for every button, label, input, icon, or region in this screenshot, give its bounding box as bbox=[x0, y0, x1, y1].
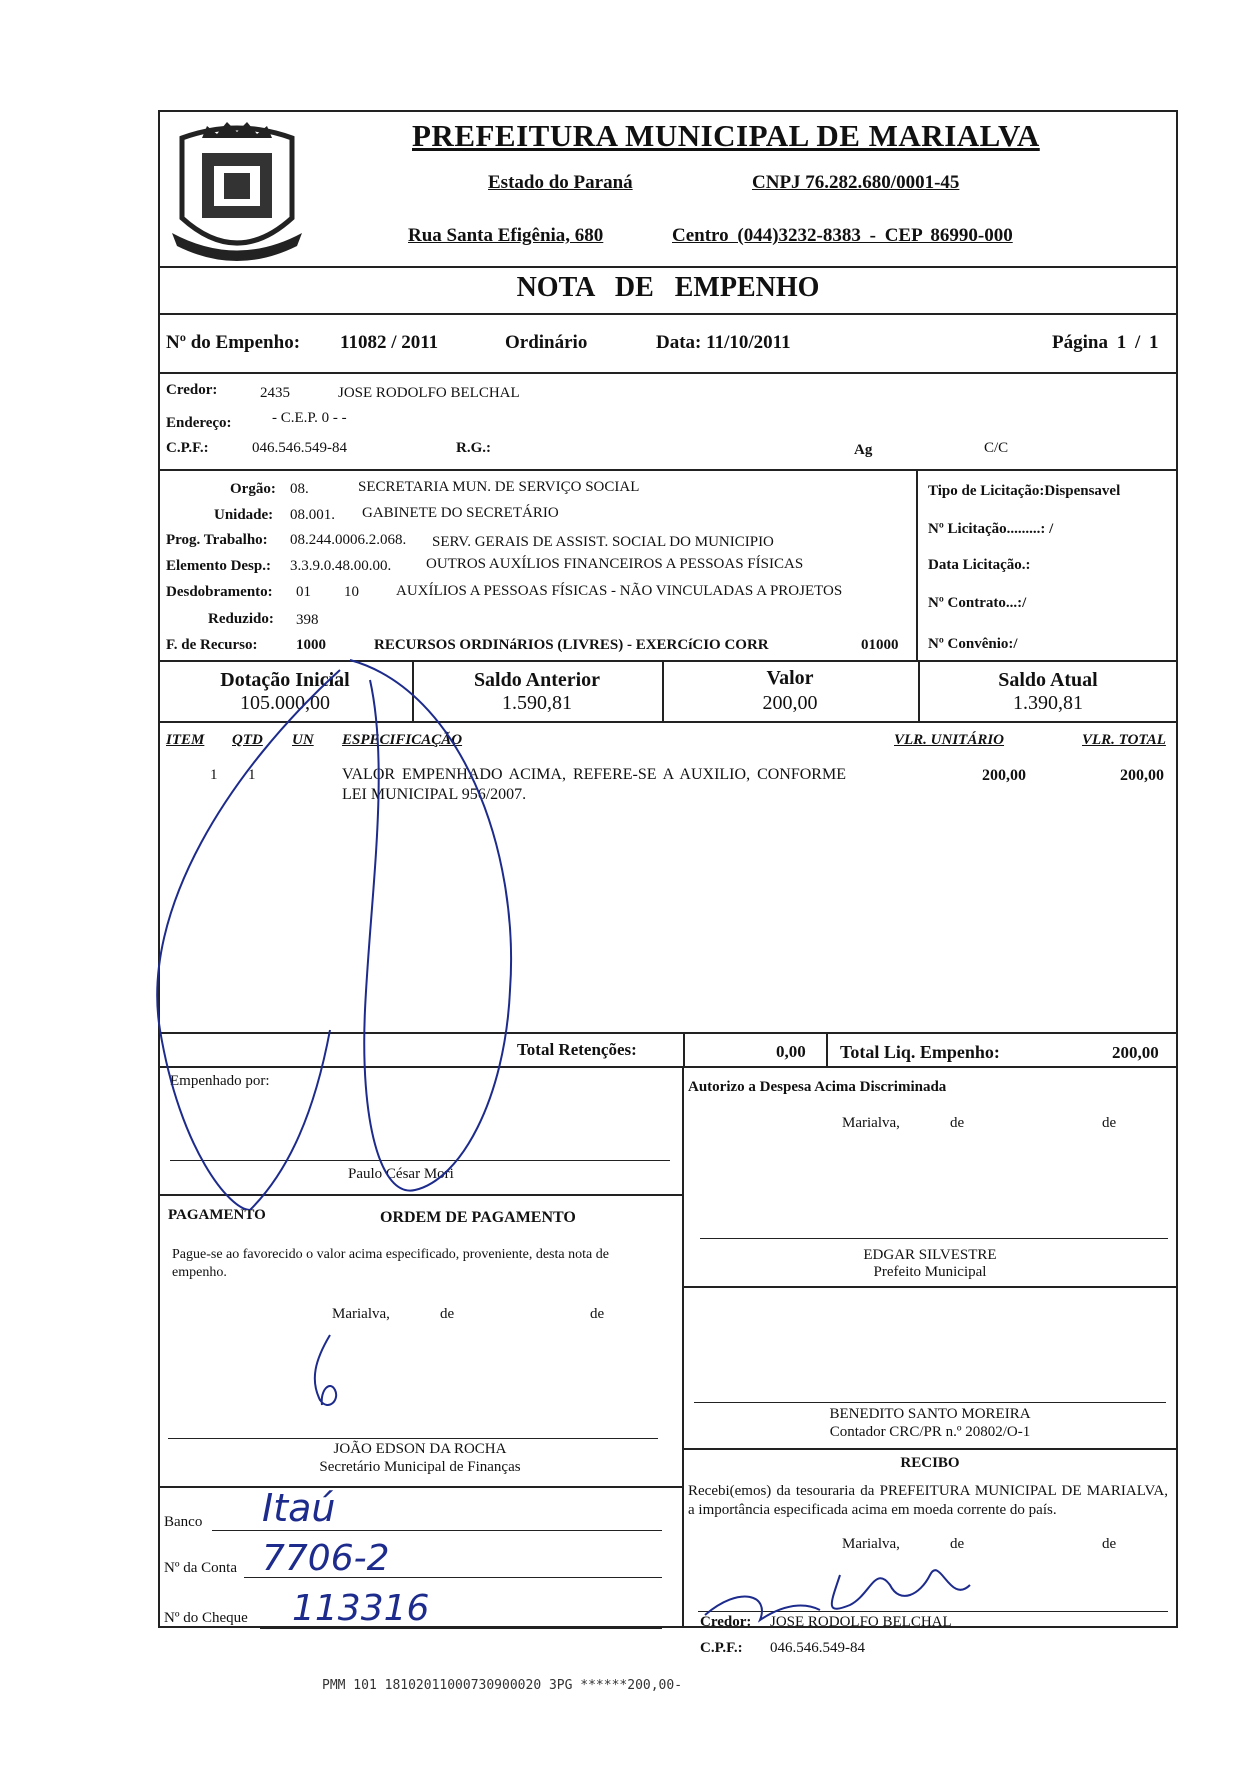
ag-label: Ag bbox=[854, 442, 873, 458]
recibo-text: Recebi(emos) da tesouraria da PREFEITURA MUNICIPAL DE MARIALVA, a importância especificada acima em moeda corrente do país. bbox=[688, 1483, 1168, 1518]
ink-signature-overlay bbox=[140, 650, 560, 1210]
anterior-label: Saldo Anterior bbox=[473, 669, 601, 691]
empenhado-name: Paulo César Mori bbox=[348, 1166, 454, 1182]
recurso-num: 01000 bbox=[861, 637, 899, 653]
valor-label: Valor bbox=[766, 667, 814, 689]
header-title: PREFEITURA MUNICIPAL DE MARIALVA bbox=[412, 118, 1040, 153]
recibo-cpf: 046.546.549-84 bbox=[770, 1640, 865, 1656]
atual-label: Saldo Atual bbox=[998, 669, 1098, 691]
prog-code: 08.244.0006.2.068. bbox=[290, 532, 407, 548]
retencoes-label: Total Retenções: bbox=[517, 1040, 637, 1059]
recurso-code: 1000 bbox=[296, 637, 326, 653]
autorizo-city: Marialva, bbox=[842, 1115, 900, 1131]
desd-desc: AUXÍLIOS A PESSOAS FÍSICAS - NÃO VINCULADAS A PROJETOS bbox=[396, 583, 843, 599]
retencoes-value: 0,00 bbox=[776, 1042, 806, 1061]
banco-label: Banco bbox=[164, 1514, 203, 1530]
licitacao-numero: Nº Licitação.........: / bbox=[928, 521, 1054, 537]
unidade-desc: GABINETE DO SECRETÁRIO bbox=[362, 505, 559, 521]
licitacao-convenio: Nº Convênio:/ bbox=[928, 636, 1018, 652]
pagamento-label: PAGAMENTO bbox=[168, 1207, 266, 1223]
col-qtd: QTD bbox=[232, 732, 263, 748]
credor-label: Credor: bbox=[166, 382, 218, 398]
elem-code: 3.3.9.0.48.00.00. bbox=[290, 558, 392, 574]
conta-label: Nº da Conta bbox=[164, 1560, 237, 1576]
elem-label: Elemento Desp.: bbox=[166, 558, 271, 574]
anterior-value: 1.590,81 bbox=[502, 692, 572, 714]
credor-code: 2435 bbox=[260, 385, 290, 401]
pagamento-de2: de bbox=[590, 1306, 605, 1322]
pagamento-city: Marialva, bbox=[332, 1306, 390, 1322]
recibo-credor-label: Credor: bbox=[700, 1614, 752, 1630]
empenho-page: Página 1 / 1 bbox=[1052, 332, 1159, 353]
row-espec-line2: LEI MUNICIPAL 956/2007. bbox=[342, 786, 527, 803]
recibo-city: Marialva, bbox=[842, 1536, 900, 1552]
recibo-label: RECIBO bbox=[900, 1455, 960, 1471]
col-item: ITEM bbox=[166, 732, 205, 748]
desd-code1: 01 bbox=[296, 584, 311, 600]
liquido-value: 200,00 bbox=[1112, 1043, 1159, 1062]
row-espec-line1: VALOR EMPENHADO ACIMA, REFERE-SE A AUXILIO, CONFORME bbox=[342, 766, 846, 783]
credor-signature bbox=[700, 1545, 980, 1635]
recurso-desc: RECURSOS ORDINáRIOS (LIVRES) - EXERCíCIO CORR bbox=[374, 637, 769, 653]
cpf-label: C.P.F.: bbox=[166, 440, 209, 456]
licitacao-tipo-text: Tipo de Licitação:Dispensavel bbox=[928, 483, 1121, 499]
prog-label: Prog. Trabalho: bbox=[166, 532, 268, 548]
endereco-value: - C.E.P. 0 - - bbox=[272, 410, 347, 426]
orgao-label: Orgão: bbox=[230, 481, 276, 497]
pagamento-role: Secretário Municipal de Finanças bbox=[319, 1459, 521, 1475]
credor-name: JOSE RODOLFO BELCHAL bbox=[338, 385, 520, 401]
reduzido-label: Reduzido: bbox=[208, 611, 274, 627]
contador-role: Contador CRC/PR n.º 20802/O-1 bbox=[829, 1424, 1031, 1440]
cc-label: C/C bbox=[984, 440, 1009, 456]
unidade-code: 08.001. bbox=[290, 507, 335, 523]
banco-value: Itaú bbox=[262, 1486, 336, 1530]
empenhado-label: Empenhado por: bbox=[170, 1073, 270, 1089]
doc-title: NOTA DE EMPENHO bbox=[516, 272, 820, 303]
recibo-de2: de bbox=[1102, 1536, 1117, 1552]
contador-name: BENEDITO SANTO MOREIRA bbox=[829, 1406, 1031, 1422]
header-state: Estado do Paraná bbox=[488, 172, 633, 193]
header-cnpj: CNPJ 76.282.680/0001-45 bbox=[752, 172, 960, 193]
prog-desc: SERV. GERAIS DE ASSIST. SOCIAL DO MUNICIPIO bbox=[432, 534, 774, 550]
endereco-label: Endereço: bbox=[166, 415, 232, 431]
recurso-label: F. de Recurso: bbox=[166, 637, 258, 653]
pagamento-name: JOÃO EDSON DA ROCHA bbox=[333, 1441, 507, 1457]
ordem-label: ORDEM DE PAGAMENTO bbox=[380, 1209, 576, 1226]
orgao-code: 08. bbox=[290, 481, 309, 497]
header-address: Rua Santa Efigênia, 680 bbox=[408, 225, 604, 246]
row-item: 1 bbox=[210, 767, 218, 783]
autorizo-name: EDGAR SILVESTRE bbox=[863, 1247, 997, 1263]
cpf-value: 046.546.549-84 bbox=[252, 440, 347, 456]
pagamento-de1: de bbox=[440, 1306, 455, 1322]
atual-value: 1.390,81 bbox=[1013, 692, 1083, 714]
autorizo-de1: de bbox=[950, 1115, 965, 1131]
empenho-date: Data: 11/10/2011 bbox=[656, 332, 791, 353]
autorizo-label: Autorizo a Despesa Acima Discriminada bbox=[688, 1079, 947, 1095]
col-total: VLR. TOTAL bbox=[1082, 732, 1166, 748]
cheque-value: 113316 bbox=[292, 1588, 430, 1629]
unidade-label: Unidade: bbox=[214, 507, 274, 523]
col-unit: VLR. UNITÁRIO bbox=[894, 732, 1005, 748]
pagamento-text: Pague-se ao favorecido o valor acima especificado, proveniente, desta nota de empenho. bbox=[172, 1247, 609, 1280]
liquido-label: Total Liq. Empenho: bbox=[840, 1042, 1000, 1062]
autorizo-role: Prefeito Municipal bbox=[873, 1264, 987, 1280]
desd-label: Desdobramento: bbox=[166, 584, 273, 600]
municipal-crest-icon bbox=[162, 118, 312, 268]
valor-value: 200,00 bbox=[762, 692, 818, 714]
elem-desc: OUTROS AUXÍLIOS FINANCEIROS A PESSOAS FÍSICAS bbox=[426, 556, 804, 572]
header-address-rest: Centro (044)3232-8383 - CEP 86990-000 bbox=[672, 225, 1013, 246]
conta-value: 7706-2 bbox=[262, 1538, 390, 1579]
dotacao-value: 105.000,00 bbox=[240, 692, 330, 714]
dotacao-label: Dotação Inicial bbox=[220, 669, 350, 691]
rg-label: R.G.: bbox=[456, 440, 491, 456]
recibo-cpf-label: C.P.F.: bbox=[700, 1640, 743, 1656]
row-unit: 200,00 bbox=[982, 767, 1026, 784]
autorizo-de2: de bbox=[1102, 1115, 1117, 1131]
recibo-credor: JOSE RODOLFO BELCHAL bbox=[770, 1614, 952, 1630]
col-espec: ESPECIFICAÇÃO bbox=[342, 732, 463, 748]
cheque-label: Nº do Cheque bbox=[164, 1610, 248, 1626]
col-un: UN bbox=[292, 732, 314, 748]
empenho-number: 11082 / 2011 bbox=[340, 332, 439, 353]
empenho-label: Nº do Empenho: bbox=[166, 332, 301, 353]
licitacao-tipo bbox=[928, 483, 1120, 500]
empenho-type: Ordinário bbox=[505, 332, 588, 353]
licitacao-data: Data Licitação.: bbox=[928, 557, 1031, 573]
recibo-de1: de bbox=[950, 1536, 965, 1552]
row-qtd: 1 bbox=[248, 767, 256, 783]
reduzido-value: 398 bbox=[296, 612, 319, 628]
desd-code2: 10 bbox=[344, 584, 359, 600]
secretario-signature bbox=[300, 1330, 360, 1420]
footer-code: PMM 101 18102011000730900020 3PG ******200,00- bbox=[322, 1678, 683, 1693]
orgao-desc: SECRETARIA MUN. DE SERVIÇO SOCIAL bbox=[358, 479, 640, 495]
row-total: 200,00 bbox=[1120, 767, 1164, 784]
licitacao-contrato: Nº Contrato...:/ bbox=[928, 595, 1027, 611]
